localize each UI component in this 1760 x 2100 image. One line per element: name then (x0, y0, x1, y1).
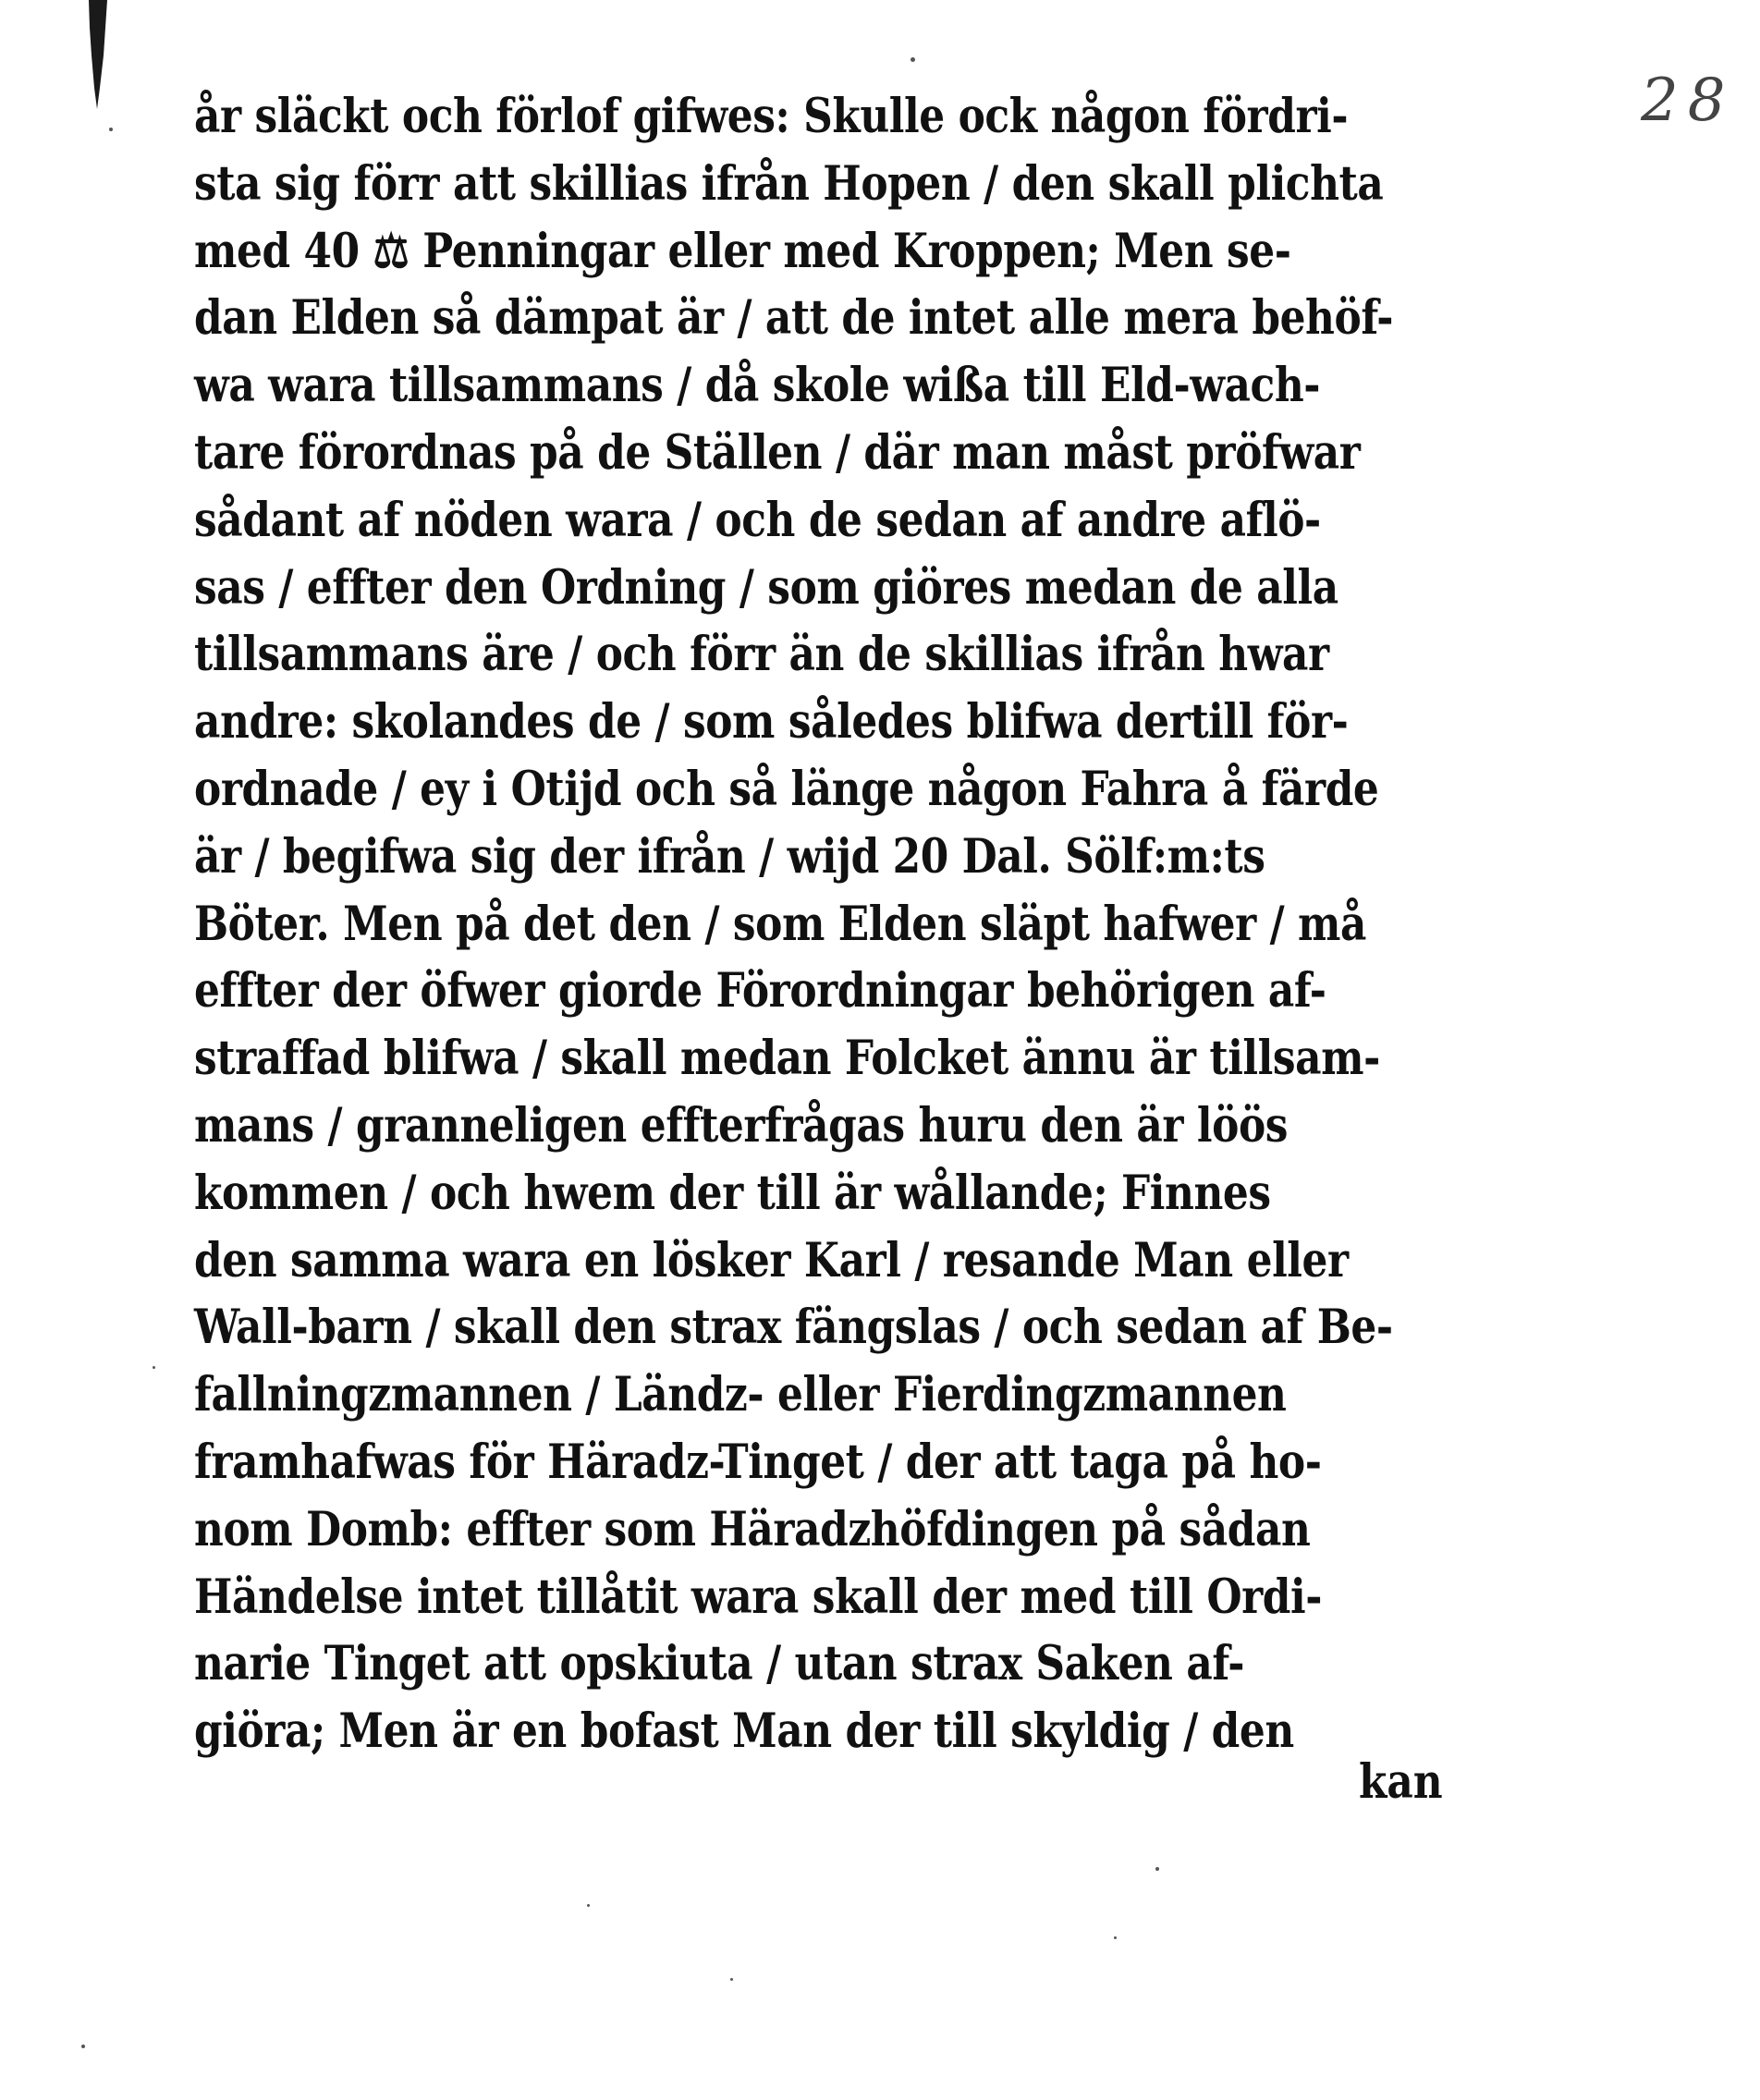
text-line: den samma wara en lösker Karl / resande Man eller (194, 1232, 1349, 1288)
text-line: straffad blifwa / skall medan Folcket ännu är tillsam- (194, 1031, 1380, 1087)
ink-speck (1155, 1867, 1159, 1871)
text-line: Händelse intet tillåtit wara skall der med till Ordi- (194, 1569, 1323, 1625)
ink-speck (153, 1366, 155, 1369)
text-line: framhafwas för Häradz-Tinget / der att taga på ho- (194, 1434, 1322, 1490)
text-line: sas / effter den Ordning / som giöres medan de alla (194, 559, 1338, 616)
text-line: effter der öfwer giorde Förordningar behörigen af- (194, 963, 1326, 1019)
text-line: sta sig förr att skillias ifrån Hopen / den skall plichta (194, 155, 1384, 212)
catchword: kan (1359, 1754, 1443, 1810)
text-line: nom Domb: effter som Häradzhöfdingen på sådan (194, 1501, 1311, 1557)
ink-speck (587, 1904, 590, 1907)
text-line: narie Tinget att opskiuta / utan strax Saken af- (194, 1636, 1245, 1692)
page-number: 28 (1641, 67, 1735, 135)
text-line: kommen / och hwem der till är wållande; Finnes (194, 1165, 1271, 1221)
text-line: sådant af nöden wara / och de sedan af andre aflö- (194, 492, 1321, 548)
text-line: wa wara tillsammans / då skole wißa till Eld-wach- (194, 358, 1321, 414)
text-line: Wall-barn / skall den strax fängslas / och sedan af Be- (194, 1300, 1393, 1356)
text-line: år släckt och förlof gifwes: Skulle ock någon fördri- (194, 89, 1349, 144)
text-line: dan Elden så dämpat är / att de intet alle mera behöf- (194, 290, 1393, 347)
text-line: andre: skolandes de / som således blifwa dertill för- (194, 694, 1349, 751)
ink-speck (109, 128, 113, 131)
text-line: tillsammans äre / och förr än de skillias ifrån hwar (194, 627, 1329, 683)
text-line: Böter. Men på det den / som Elden släpt hafwer / må (194, 896, 1367, 952)
text-line: är / begifwa sig der ifrån / wijd 20 Dal. Sölf:m:ts (194, 828, 1265, 885)
text-line: mans / granneligen effterfrågas huru den är löös (194, 1097, 1289, 1154)
text-line: fallningzmannen / Ländz- eller Fierdingzmannen (194, 1367, 1287, 1423)
text-line: ordnade / ey i Otijd och så länge någon Fahra å färde (194, 761, 1379, 817)
binding-ink-mark (83, 0, 111, 111)
ink-speck (1114, 1936, 1117, 1939)
body-text (194, 83, 1488, 1765)
text-line: tare förordnas på de Ställen / där man måst pröfwar (194, 424, 1361, 481)
ink-speck (81, 2045, 85, 2048)
text-line: giöra; Men är en bofast Man der till skyldig / den (194, 1703, 1294, 1760)
ink-speck (911, 57, 915, 62)
text-line: med 40 ⚖ Penningar eller med Kroppen; Men se- (194, 223, 1291, 279)
ink-speck (730, 1978, 733, 1981)
